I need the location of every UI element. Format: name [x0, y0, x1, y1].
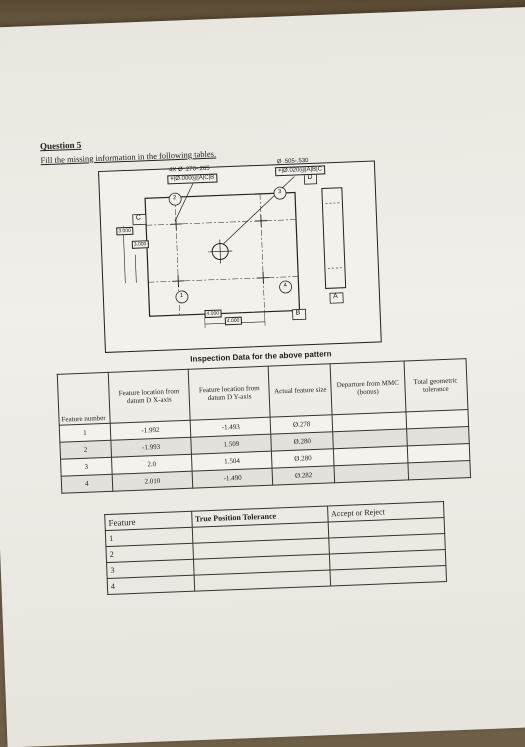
header-y-axis: Feature location from datum D Y-axis — [188, 366, 270, 420]
question-instruction: Fill the missing information in the following tables. — [40, 149, 216, 166]
center-line-bottom — [148, 276, 298, 282]
header-feature-number: Feature number — [57, 372, 110, 425]
y-axis-cell: -1.493 — [190, 417, 271, 437]
datum-b-label: B — [295, 309, 300, 316]
engineering-drawing — [98, 160, 382, 352]
dim-vertical-1: 3.000 — [116, 227, 133, 236]
departure-cell[interactable] — [334, 463, 408, 483]
dim-horizontal-2: 4.000 — [225, 317, 242, 326]
feature-cell: 1 — [105, 527, 192, 546]
x-axis-cell: -1.992 — [110, 420, 191, 440]
header-departure: Departure from MMC (bonus) — [330, 361, 405, 415]
y-axis-cell: 1.509 — [191, 434, 272, 454]
y-axis-cell: -1.490 — [192, 468, 273, 488]
fcf-right-frame: ⌖|Ø.020Ⓜ|A|B|C — [275, 165, 325, 176]
size-cell: Ø.280 — [271, 432, 333, 451]
true-position-table — [104, 501, 447, 595]
balloon-3-label: 3 — [278, 189, 282, 195]
datum-a-label: A — [333, 293, 338, 300]
hole-marks — [170, 215, 270, 288]
feature-cell: 4 — [107, 575, 194, 594]
size-cell: Ø.280 — [272, 449, 334, 468]
fcf-left-size: 4X Ø .270-.285 — [169, 166, 210, 174]
feature-number-cell: 2 — [60, 440, 111, 459]
feature-cell: 2 — [106, 543, 193, 562]
feature-number-cell: 3 — [61, 457, 112, 476]
dim-vertical-2: 3.000 — [132, 240, 149, 249]
x-axis-cell: 2.0 — [111, 454, 192, 474]
header-feature: Feature — [105, 511, 192, 530]
feature-number-cell: 1 — [59, 423, 110, 442]
total-cell[interactable] — [407, 461, 470, 480]
balloon-1-label: 1 — [180, 293, 184, 299]
center-line-top — [146, 220, 296, 226]
datum-d-label: D — [307, 174, 312, 181]
question-title: Question 5 — [40, 140, 82, 152]
fcf-right-size: Ø .505-.530 — [277, 158, 309, 165]
header-accept-reject: Accept or Reject — [327, 502, 444, 522]
leader-right — [220, 177, 296, 245]
part-outline — [145, 193, 299, 317]
header-actual-size: Actual feature size — [269, 364, 333, 417]
x-axis-cell: -1.993 — [111, 437, 192, 457]
accept-reject-cell[interactable] — [330, 566, 447, 586]
y-axis-cell: 1.504 — [192, 451, 273, 471]
size-cell: Ø.282 — [272, 466, 334, 485]
header-x-axis: Feature location from datum D X-axis — [108, 369, 190, 423]
header-true-position: True Position Tolerance — [191, 506, 328, 527]
dim-horizontal-1: 4.000 — [204, 309, 221, 318]
balloon-4-label: 4 — [283, 283, 287, 289]
x-axis-cell: 2.010 — [112, 471, 193, 491]
inspection-title: Inspection Data for the above pattern — [190, 349, 332, 363]
inspection-table — [57, 358, 471, 494]
feature-number-cell: 4 — [61, 474, 112, 493]
feature-cell: 3 — [107, 559, 194, 578]
balloon-2-label: 2 — [173, 195, 177, 201]
datum-c-label: C — [136, 214, 141, 221]
fcf-left-frame: ⌖|Ø.000Ⓜ|A|C|B — [167, 174, 217, 185]
center-line-right — [260, 194, 265, 312]
size-cell: Ø.278 — [271, 415, 333, 434]
header-total-tolerance: Total geometric tolerance — [404, 359, 468, 412]
